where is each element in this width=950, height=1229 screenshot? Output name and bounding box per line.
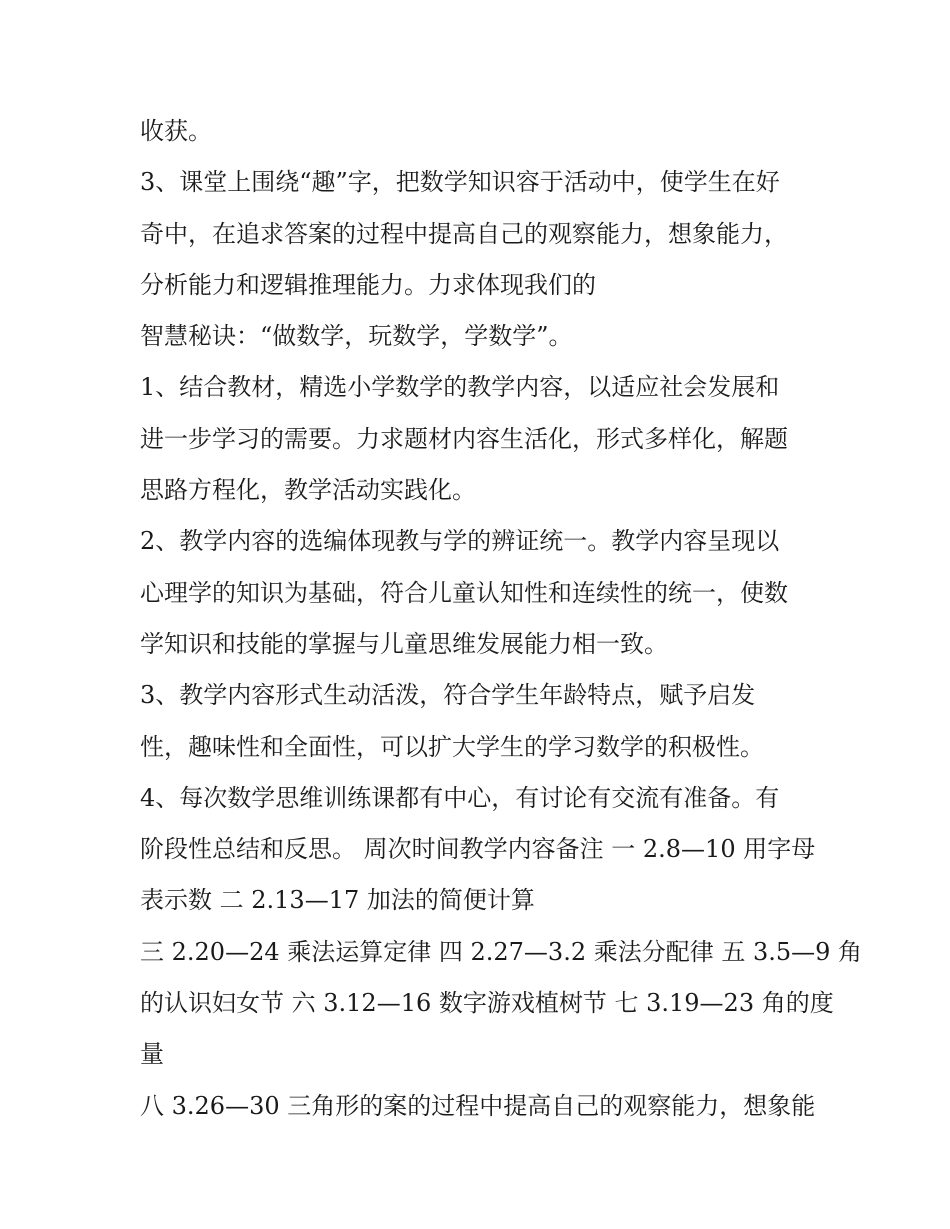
text-line: 阶段性总结和反思。 周次时间教学内容备注 一 2.8—10 用字母 [140,835,816,864]
text-line: 3、教学内容形式生动活泼，符合学生年龄特点，赋予启发 [140,681,756,710]
body-text [140,106,863,1132]
text-line: 表示数 二 2.13—17 加法的简便计算 [140,886,535,915]
text-line: 八 3.26—30 三角形的案的过程中提高自己的观察能力，想象能 [140,1091,816,1120]
text-line: 学知识和技能的掌握与儿童思维发展能力相一致。 [140,629,668,658]
text-line: 收获。 [140,117,212,145]
text-line: 三 2.20—24 乘法运算定律 四 2.27—3.2 乘法分配律 五 3.5—9 角 [140,937,863,966]
text-line: 心理学的知识为基础，符合儿童认知性和连续性的统一，使数 [140,578,788,607]
text-line: 的认识妇女节 六 3.12—16 数字游戏植树节 七 3.19—23 角的度 [140,989,834,1018]
text-line: 进一步学习的需要。力求题材内容生活化，形式多样化，解题 [140,424,788,453]
text-line: 性，趣味性和全面性，可以扩大学生的学习数学的积极性。 [140,732,764,761]
text-line: 2、教学内容的选编体现教与学的辨证统一。教学内容呈现以 [140,527,780,556]
text-line: 奇中，在追求答案的过程中提高自己的观察能力，想象能力， [140,219,788,248]
text-line: 量 [140,1040,164,1069]
text-line: 分析能力和逻辑推理能力。力求体现我们的 [140,270,596,299]
text-line: 4、每次数学思维训练课都有中心，有讨论有交流有准备。有 [140,783,780,812]
text-line: 智慧秘诀：“做数学，玩数学，学数学”。 [140,322,573,351]
text-line: 3、课堂上围绕“趣”字，把数学知识容于活动中，使学生在好 [140,168,780,197]
text-line: 思路方程化，教学活动实践化。 [140,476,476,505]
text-line: 1、结合教材，精选小学数学的教学内容，以适应社会发展和 [140,373,780,402]
